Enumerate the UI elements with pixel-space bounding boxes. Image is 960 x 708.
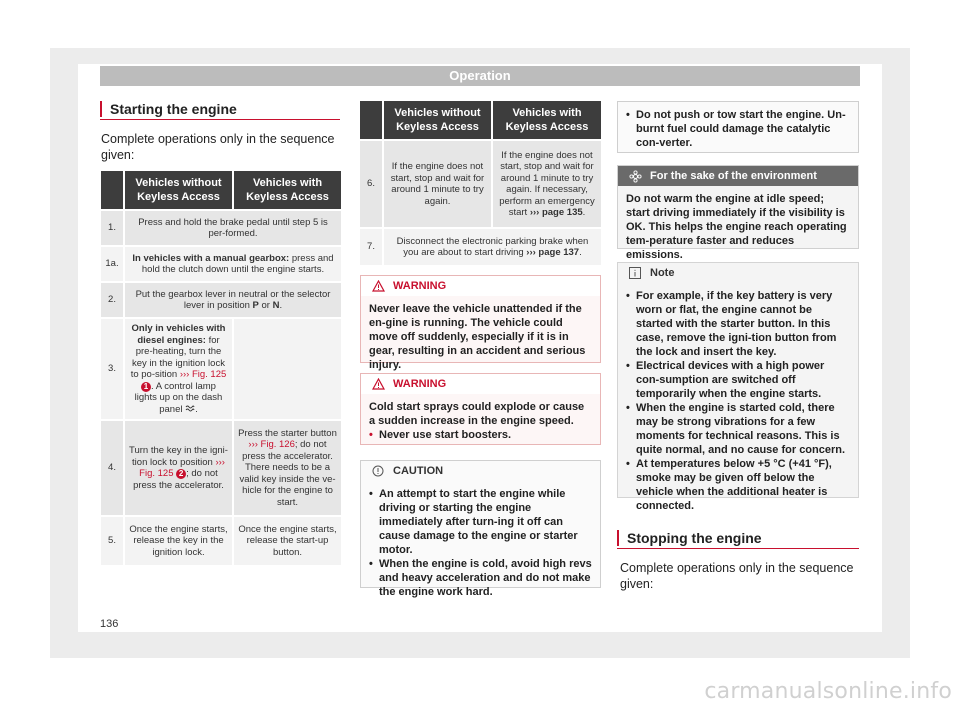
bullet-text: For example, if the key battery is very worn or flat, the engine cannot be started with the starter button. In this case, remove the igni-tion button from the lock and insert the key. [636,290,837,358]
caution-circle-icon [371,464,385,478]
step-number: 2. [101,281,123,317]
caution-box [360,460,601,598]
bullet-text: Do not push or tow start the engine. Un-burnt fuel could damage the catalytic con-verter. [636,109,846,149]
warning-header [361,276,600,296]
caution-header [361,461,600,481]
caution-title: CAUTION [393,465,444,477]
step-rest: ; do not press the accelerator. There needs to be a valid key inside the ve-hicle for the engine to start. [239,439,336,508]
note-bullet [626,457,850,513]
warning-text: Never leave the vehicle unattended if the en-gine is running. The vehicle could move off suddenly, especially if it is in gear, resulting in an accident and serious injury. [369,303,586,371]
info-square-icon [628,266,642,280]
starting-intro: Complete operations only in the sequence given: [101,132,335,162]
bullet-dot [626,289,636,359]
step-end: . [582,207,586,218]
warning-bullet [369,428,592,442]
warning-title: WARNING [393,378,447,390]
warning-triangle-icon [371,377,385,391]
warning-box-unattended [360,275,601,371]
figure-link[interactable]: ››› Fig. 125 [179,369,227,380]
callout-circle: 2 [176,469,186,479]
environment-title: For the sake of the environment [650,170,817,182]
step-end: . [279,300,283,311]
caution-bullet [626,108,850,150]
col-header-with: Vehicles with Keyless Access [232,171,341,209]
step-or: or [258,300,273,311]
caution-box-continued [617,101,859,153]
bullet-text: When the engine is started cold, there may be strong vibrations for a few moments for technical reasons. This is quite normal, and no cause for concern. [636,402,846,456]
step-text-with [232,419,341,515]
note-body [618,283,858,521]
step-rest: If the engine does not start, stop and wait for around 1 minute to try again. If necessary, perform an emergency start [499,149,595,218]
bullet-dot [626,457,636,513]
bullet-text: At temperatures below +5 °C (+41 °F), smoke may be given off below the vehicle when the additional heater is connected. [636,458,832,512]
lever-position-n: N [272,300,280,311]
stopping-title: Stopping the engine [617,530,762,546]
step-number: 4. [101,419,123,515]
table-corner [360,101,382,139]
step-text-without: If the engine does not start, stop and wait for around 1 minute to try again. [382,139,491,227]
warning-text: Cold start sprays could explode or cause a sudden increase in the engine speed. [369,401,585,427]
environment-box [617,165,859,261]
step-end: . [579,247,582,258]
note-header [618,263,858,283]
step-rest: Press the starter button [238,427,337,439]
warning-triangle-icon [371,279,385,293]
note-title: Note [650,267,675,279]
step-rest: ; do not press the accelerator. [133,468,224,491]
page-link[interactable]: ››› page 135 [529,207,583,218]
stopping-title-rule [617,548,859,549]
bullet-text: When the engine is cold, avoid high revs and heavy acceleration and do not make the engine work hard. [379,558,592,598]
step-text-without: Once the engine starts, release the key in the ignition lock. [123,515,232,565]
step-text: Press and hold the brake pedal until step 5 is per-formed. [123,209,341,245]
watermark: carmanualsonline.info [704,679,952,704]
environment-header [618,166,858,186]
note-bullet [626,359,850,401]
bullet-text: Electrical devices with a high power con-sumption are switched off temporarily when the engine starts. [636,360,825,400]
step-rest: press and hold the clutch down until the engine starts. [141,252,334,275]
step-text-with: Once the engine starts, release the start-up button. [232,515,341,565]
step-number: 6. [360,139,382,227]
figure-link[interactable]: ››› Fig. 126 [248,439,295,451]
step-text-without [123,419,232,515]
step-text-with [232,317,341,419]
col-header-with: Vehicles with Keyless Access [491,101,601,139]
caution-bullet [369,557,592,599]
step-bold: In vehicles with a manual gearbox: [132,252,290,264]
step-bold: Only in vehicles with diesel engines: [131,323,226,346]
starting-steps-table [101,171,341,565]
glow-plug-icon [185,404,195,415]
step-number: 1a. [101,245,123,281]
step-text [382,227,601,265]
bullet-text: Never use start boosters. [379,429,512,441]
step-rest: Turn the key in the igni-tion lock to position [129,445,228,468]
bullet-dot [626,359,636,401]
bullet-text: An attempt to start the engine while driving or starting the engine immediately after turn-ing it off can cause damage to the engine or starter motor. [379,488,578,556]
step-rest: for pre-heating, turn the key in the ignition lock to po-sition [130,334,225,380]
col-header-without: Vehicles without Keyless Access [382,101,491,139]
caution-body [361,481,600,607]
bullet-dot [369,557,379,599]
lever-position-p: P [252,300,259,311]
environment-flower-icon [628,169,642,183]
step-rest: Put the gearbox lever in neutral or the selector lever in position [135,288,331,311]
caution-bullet [369,487,592,557]
warning-box-start-sprays [360,373,601,445]
step-rest: . A control lamp lights up on the dash panel [134,380,223,415]
step-text-without: Only in vehicles with diesel engines: for pre-heating, turn the key in the ignition lock to po-sition ››› Fig. 125 1 . A control lamp lights up on the dash panel . [123,317,232,419]
warning-body [361,394,600,450]
section-header: Operation [100,66,860,86]
step-number: 7. [360,227,382,265]
bullet-dot [626,401,636,457]
warning-header [361,374,600,394]
stopping-intro: Complete operations only in the sequence given: [620,561,854,591]
callout-circle: 1 [141,382,151,392]
step-text [123,281,341,317]
starting-title: Starting the engine [100,101,237,117]
warning-title: WARNING [393,280,447,292]
figure-link[interactable]: ››› Fig. 125 [139,456,225,479]
starting-steps-table-continued [360,101,601,265]
col-header-without: Vehicles without Keyless Access [123,171,232,209]
page-number: 136 [100,618,119,630]
step-number: 1. [101,209,123,245]
bullet-dot [369,487,379,557]
page-link[interactable]: ››› page 137 [526,247,580,258]
caution-body [618,102,858,158]
step-text [123,245,341,281]
note-box [617,262,859,512]
step-number: 5. [101,515,123,565]
note-bullet [626,401,850,457]
step-number: 3. [101,317,123,419]
bullet-dot [626,108,636,150]
starting-title-rule [100,119,340,120]
bullet-dot [369,428,379,442]
note-bullet [626,289,850,359]
environment-text: Do not warm the engine at idle speed; start driving immediately if the visibility is OK. This helps the engine reach operating tem-perature faster and reduces emissions. [626,193,847,261]
table-corner [101,171,123,209]
step-rest: Disconnect the electronic parking brake when you are about to start driving [396,235,589,258]
step-text-with [491,139,601,227]
